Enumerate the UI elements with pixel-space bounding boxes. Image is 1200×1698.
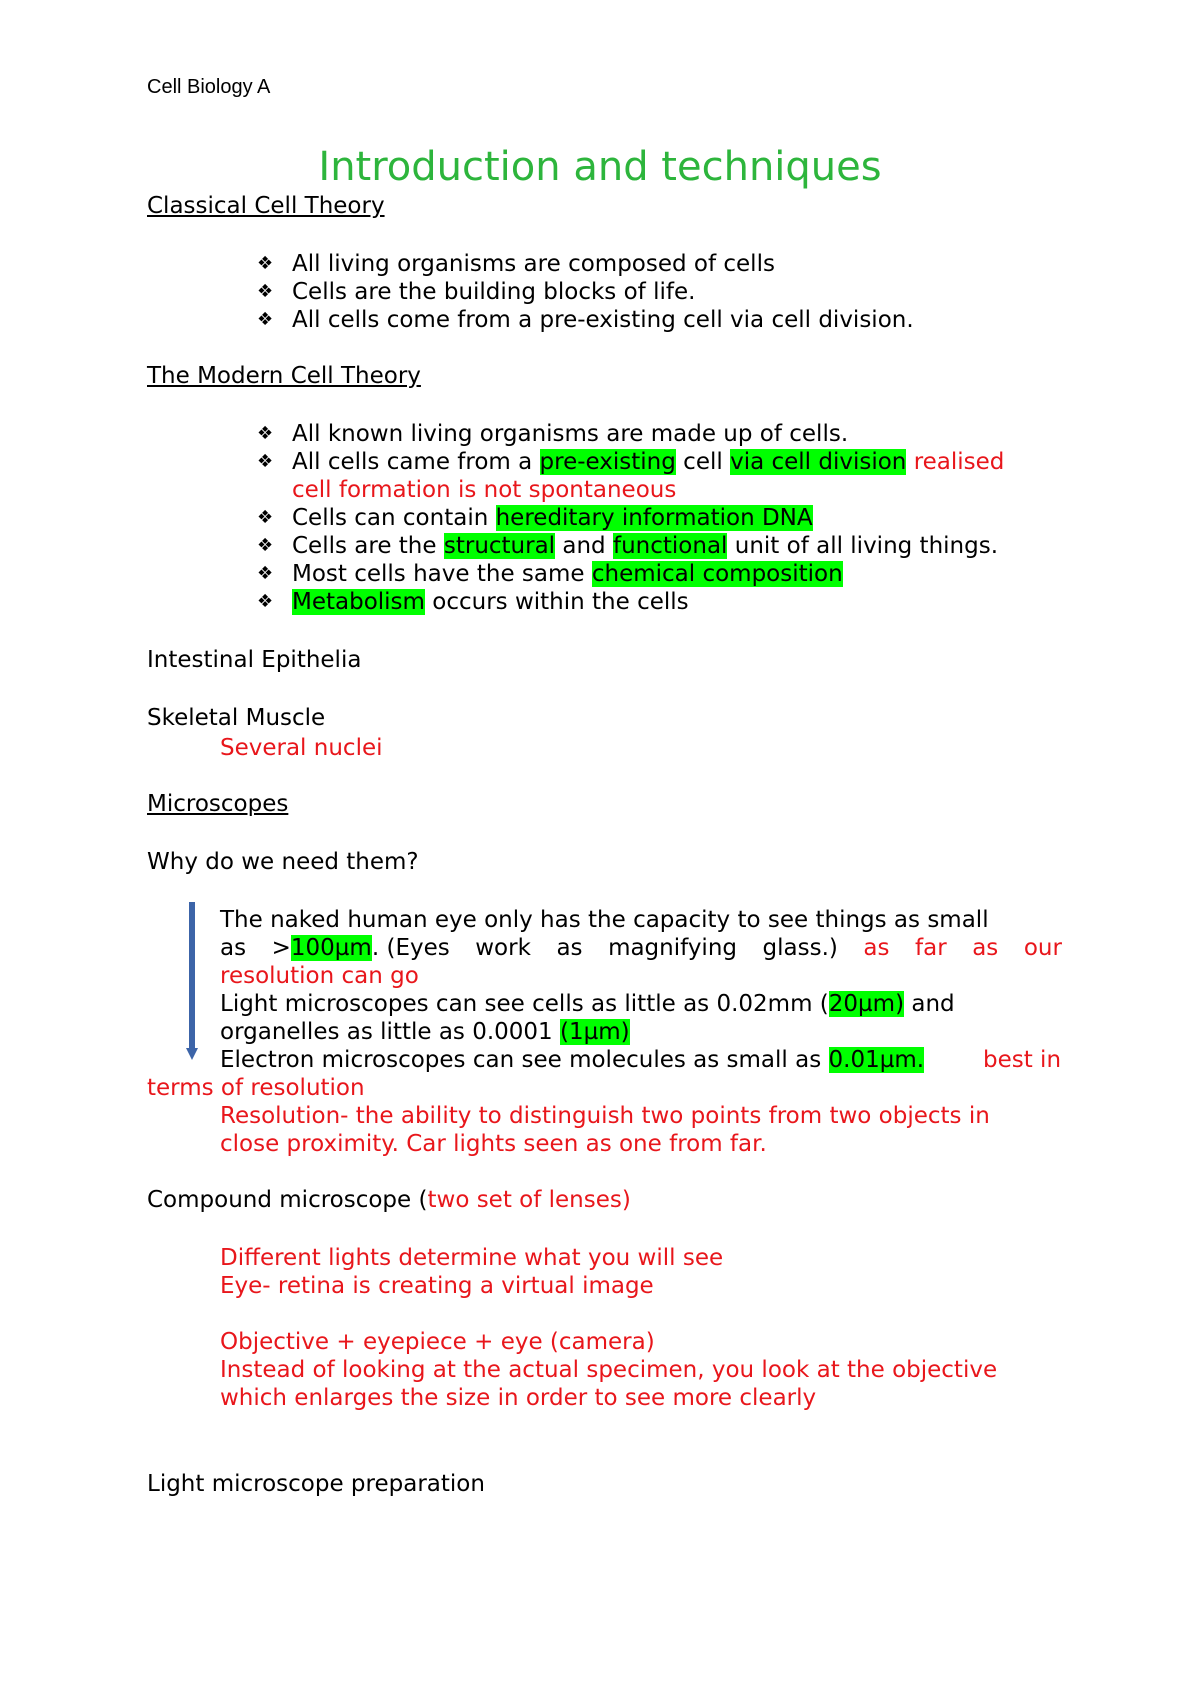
page-title: Introduction and techniques [318, 144, 882, 190]
diamond-bullet-icon: ❖ [257, 451, 274, 472]
text-run: unit of all living things. [727, 533, 999, 559]
highlighted-term: (1µm) [560, 1019, 630, 1045]
red-note: Instead of looking at the actual specimen, you look at the objective [220, 1357, 998, 1383]
diamond-bullet-icon: ❖ [257, 309, 274, 330]
text-run: magnifying [608, 935, 737, 961]
text-run: occurs within the cells [424, 589, 689, 615]
red-note: far [915, 935, 947, 961]
modern-item [292, 560, 843, 588]
intestinal-heading: Intestinal Epithelia [147, 647, 362, 673]
paragraph-line [220, 1018, 630, 1046]
light-prep-heading: Light microscope preparation [147, 1471, 485, 1497]
highlighted-term: via cell division [730, 449, 907, 475]
skeletal-heading: Skeletal Muscle [147, 705, 326, 731]
modern-heading: The Modern Cell Theory [147, 363, 421, 389]
text-run: All cells came from a [292, 449, 540, 475]
highlighted-term: pre-existing [539, 449, 676, 475]
modern-item: All known living organisms are made up of cells. [292, 421, 849, 447]
red-note: as [972, 935, 999, 961]
modern-item [292, 588, 689, 616]
text-run: Cells can contain [292, 505, 496, 531]
red-note: two set of lenses) [427, 1187, 631, 1213]
text-run: . (Eyes [371, 935, 450, 961]
text-run: Light microscopes can see cells as little as 0.02mm ( [220, 991, 829, 1017]
text-run: Compound microscope ( [147, 1187, 428, 1213]
text-run [272, 934, 450, 962]
red-note: best in [983, 1047, 1062, 1073]
modern-item [292, 448, 1004, 476]
red-note: resolution can go [220, 963, 419, 989]
microscopes-heading: Microscopes [147, 791, 289, 817]
modern-item [292, 532, 998, 560]
classical-item: All cells come from a pre-existing cell via cell division. [292, 307, 914, 333]
highlighted-term: 20µm) [828, 991, 905, 1017]
highlighted-term: 100µm [290, 935, 372, 961]
red-note: Different lights determine what you will see [220, 1245, 724, 1271]
classical-item: All living organisms are composed of cells [292, 251, 775, 277]
down-arrow-icon [186, 902, 198, 1062]
highlighted-term: 0.01µm. [828, 1047, 925, 1073]
classical-item: Cells are the building blocks of life. [292, 279, 696, 305]
text-run: work [475, 935, 531, 961]
diamond-bullet-icon: ❖ [257, 423, 274, 444]
paragraph-line [220, 934, 1062, 962]
paragraph-line: The naked human eye only has the capacity to see things as small [220, 907, 989, 933]
text-run: as [556, 935, 583, 961]
text-run: Most cells have the same [292, 561, 592, 587]
text-run: cell [675, 449, 731, 475]
highlighted-term: Metabolism [292, 589, 425, 615]
highlighted-term: structural [443, 533, 556, 559]
text-run: > [271, 935, 291, 961]
red-note: which enlarges the size in order to see more clearly [220, 1385, 817, 1411]
classical-heading: Classical Cell Theory [147, 193, 385, 219]
highlighted-term: chemical composition [591, 561, 843, 587]
text-run: Cells are the [292, 533, 444, 559]
diamond-bullet-icon: ❖ [257, 507, 274, 528]
red-note: our [1023, 935, 1062, 961]
highlighted-term: functional [612, 533, 728, 559]
paragraph-line [220, 990, 955, 1018]
diamond-bullet-icon: ❖ [257, 281, 274, 302]
compound-heading [147, 1186, 631, 1214]
red-note: as [863, 935, 890, 961]
text-run: glass.) [762, 935, 838, 961]
red-note: realised [906, 449, 1005, 475]
text-run: Electron microscopes can see molecules as small as [220, 1047, 829, 1073]
red-note: Resolution- the ability to distinguish two points from two objects in [220, 1103, 990, 1129]
diamond-bullet-icon: ❖ [257, 563, 274, 584]
red-note: Eye- retina is creating a virtual image [220, 1273, 654, 1299]
skeletal-note: Several nuclei [220, 735, 383, 761]
highlighted-term: hereditary information DNA [495, 505, 813, 531]
modern-item [292, 504, 813, 532]
red-note: cell formation is not spontaneous [292, 477, 677, 503]
question-text: Why do we need them? [147, 849, 419, 875]
diamond-bullet-icon: ❖ [257, 591, 274, 612]
diamond-bullet-icon: ❖ [257, 535, 274, 556]
red-note: Objective + eyepiece + eye (camera) [220, 1329, 655, 1355]
page-header: Cell Biology A [147, 76, 271, 98]
red-note: close proximity. Car lights seen as one from far. [220, 1131, 767, 1157]
red-note: terms of resolution [147, 1075, 365, 1101]
text-run: as [220, 935, 247, 961]
text-run: and [904, 991, 955, 1017]
paragraph-line [220, 1046, 924, 1074]
text-run: organelles as little as 0.0001 [220, 1019, 561, 1045]
text-run: and [555, 533, 613, 559]
diamond-bullet-icon: ❖ [257, 253, 274, 274]
